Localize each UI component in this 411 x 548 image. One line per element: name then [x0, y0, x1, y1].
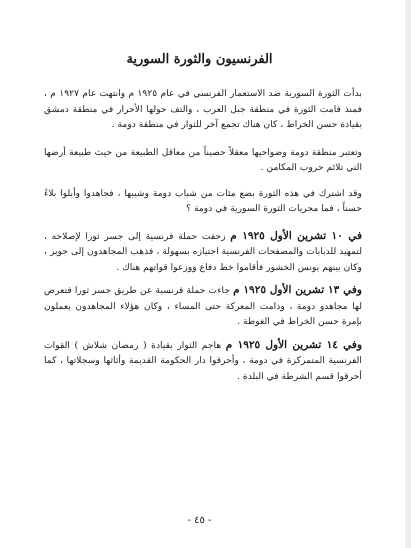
- paragraph-4: [44, 229, 362, 276]
- paragraph-1: [44, 86, 362, 133]
- paragraph-5-text: جاءت حملة فرنسية عن طريق جسر ثورا فتعرض لها مجاهدو دومة ، ودامت المعركة حتى المساء ، وكان هؤلاء المجاهدون يعملون بإمرة حسن الخراط في الغوطة .: [44, 285, 362, 327]
- page-body: [44, 86, 362, 392]
- paragraph-5-lead: وفي ١٣ تشرين الأول ١٩٢٥ م: [233, 284, 362, 296]
- page-number: - ٤٥ -: [187, 515, 212, 526]
- paragraph-3: [44, 186, 362, 217]
- paragraph-2: [44, 145, 362, 176]
- paragraph-4-lead: في ١٠ تشرين الأول ١٩٢٥ م: [230, 229, 362, 242]
- paragraph-6-lead: وفي ١٤ تشرين الأول ١٩٢٥ م: [225, 338, 363, 351]
- page-title: الفرنسيون والثورة السورية: [126, 52, 273, 67]
- paragraph-2-text: وتعتبر منطقة دومة وضواحيها معقلاً حصيناً من معاقل الطبيعة من حيث طبيعة أرضها التي تلائم حروب المكامن .: [44, 146, 362, 173]
- paragraph-6: [44, 338, 362, 385]
- paragraph-6-text: هاجم الثوار بقيادة ( رمضان شلاش ) القوات الفرنسية المتمركزة في دومة ، وأحرقوا دار الحكومة القديمة وأثاثها وسجلاتها ، كما أحرقوا قسم الشرطة في البلدة .: [44, 339, 362, 382]
- paragraph-1-text: بدأت الثورة السورية ضد الاستعمار الفرنسي في عام ١٩٢٥ م وانتهت عام ١٩٢٧ م ، فمنذ قامت الثورة في منطقة جبل العرب ، والتف حولها الأحرار في منطقة دمشق بقيادة حسن الخراط ، كان هناك تجمع آخر للثوار في منطقة دومة .: [44, 88, 362, 130]
- paragraph-4-text: زحفت حملة فرنسية إلى جسر ثورا لإصلاحه ، لتمهيد للدبابات والمصفحات الفرنسية اجتيازه بسهولة ، فذهب المجاهدون إلى جوبر ، وكان بينهم يونس الخشور فأقاموا خط دفاع ووزعوا قواتهم هناك .: [44, 230, 362, 273]
- paragraph-3-text: وقد اشترك في هذه الثورة بضع مئات من شباب دومة وشيبها ، فجاهدوا وأبلوا بلاءً حسناً ، فما مجريات الثورة السورية في دومة ؟: [44, 187, 362, 214]
- paragraph-5: [44, 283, 362, 330]
